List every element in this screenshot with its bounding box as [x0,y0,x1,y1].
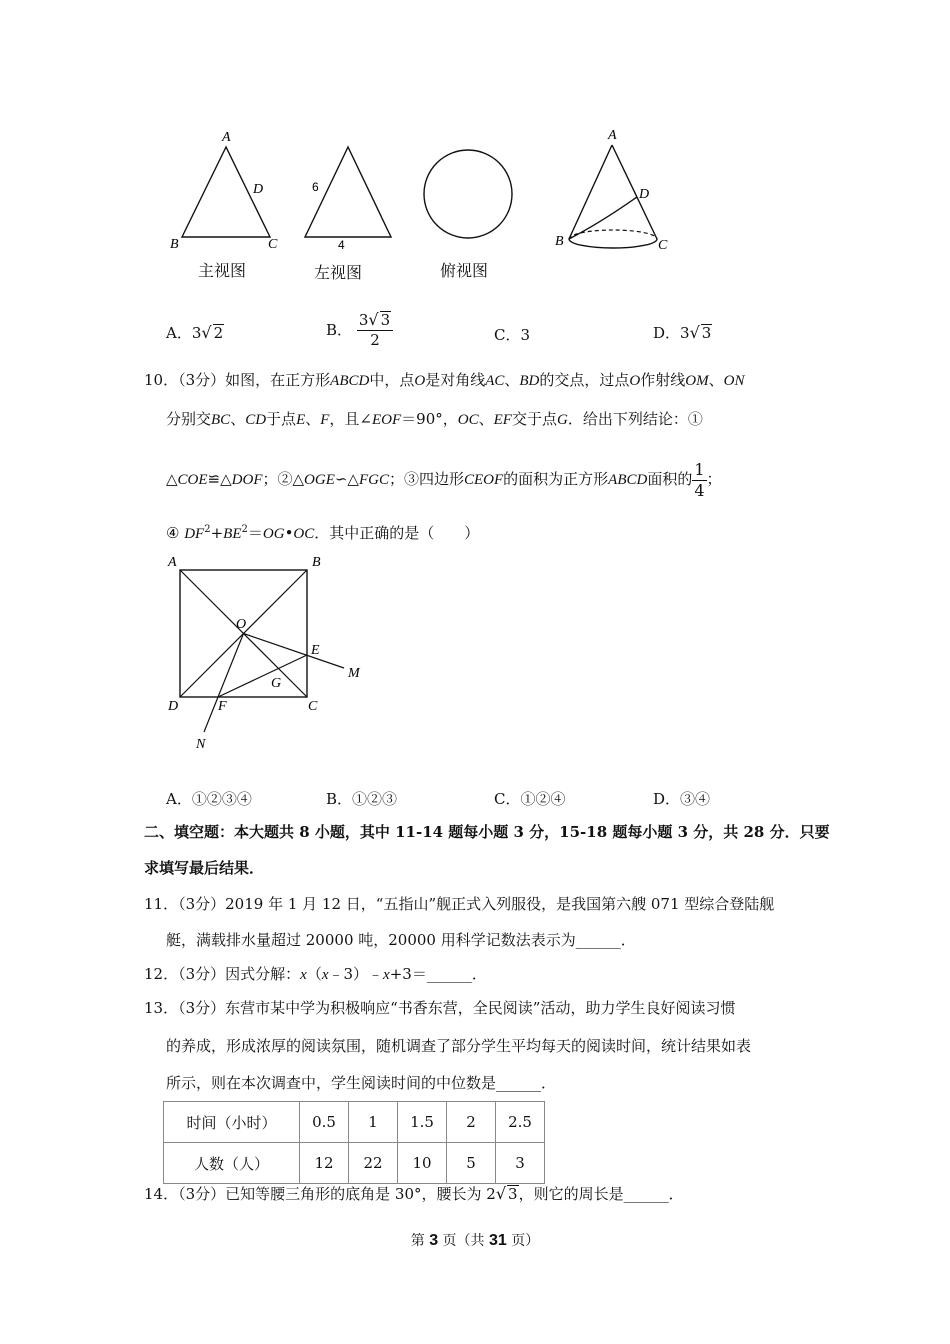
page-footer: 第 3 页（共 31 页） [410,1232,540,1249]
caption-top-view: 俯视图 [440,261,489,280]
option-label: D． [653,324,681,342]
q10-line2: 分别交BC、CD于点E、F，且∠EOF＝90°，OC、EF交于点G．给出下列结论：① [166,410,703,428]
q9-option-d[interactable] [653,322,712,343]
q10-line4: ④ $DF^2+BE^2=OG•OC$．其中正确的是（ ） [166,524,480,542]
q14-line: 14．（3分）已知等腰三角形的底角是 30°，腰长为 2√ 3，则它的周长是______． [144,1184,684,1203]
table-cell: 1 [349,1102,398,1143]
option-label: C． [494,326,521,344]
page-total: 31 [489,1232,507,1249]
table-cell: 1.5 [398,1102,447,1143]
numerator-coef: 3 [358,311,369,329]
q12-line: 12．（3分）因式分解：x（x﹣3）﹣x+3＝______． [144,965,487,983]
radicand: 3 [380,311,391,329]
q9-option-b[interactable] [326,311,393,348]
top-view-circle [424,150,512,238]
sqrt-icon: √ [201,323,212,342]
front-label-A: A [222,130,231,145]
q10-option-b[interactable]: B．①②③ [326,790,398,808]
q11-line2: 艇，满载排水量超过 20000 吨，20000 用科学记数法表示为______． [166,931,636,949]
caption-front-view: 主视图 [198,261,247,280]
table-cell: 22 [349,1143,398,1184]
q9-option-a[interactable] [166,322,224,343]
sq-label-O: O [236,617,247,632]
denominator: 2 [370,331,380,349]
q9-option-c[interactable] [494,324,530,345]
q13-table [163,1101,545,1184]
option-coef: 3 [191,324,202,342]
sq-label-B: B [312,555,321,570]
q11-line1: 11．（3分）2019 年 1 月 12 日，“五指山”舰正式入列服役，是我国第六艘 071 型综合登陆舰 [144,895,775,913]
cone-label-B: B [555,234,564,249]
q10-option-a[interactable]: A．①②③④ [166,790,252,808]
ray-OM [244,634,345,669]
table-cell: 3 [496,1143,545,1184]
fraction-one-quarter: $\frac{1}{4}$ [694,459,705,500]
left-label-6: 6 [312,180,319,194]
table-row [164,1102,545,1143]
cone-label-C: C [658,238,668,253]
option-coef: 3 [680,324,690,342]
cone-label-A: A [608,128,617,143]
page-number: 3 [429,1232,439,1249]
sq-label-M: M [348,666,360,681]
q10-figure [160,550,380,755]
option-value: 3 [520,326,531,344]
sq-label-A: A [168,555,177,570]
table-cell: 10 [398,1143,447,1184]
front-label-D: D [253,182,264,197]
table-cell: 2.5 [496,1102,545,1143]
sq-label-D: D [168,699,179,714]
q10-line1: 10．（3分）如图，在正方形ABCD中，点O是对角线AC、BD的交点，过点O作射线OM、ON [144,371,745,389]
option-label: A． [166,324,192,342]
cone-label-D: D [639,187,650,202]
radicand: 3 [701,324,712,342]
table-cell: 2 [447,1102,496,1143]
section-2-heading-line2: 求填写最后结果． [144,859,265,877]
radicand: 3 [508,1185,518,1203]
q13-line2: 的养成，形成浓厚的阅读氛围，随机调查了部分学生平均每天的阅读时间，统计结果如表 [166,1037,752,1055]
sqrt-icon: √ [368,310,379,329]
sq-label-G: G [271,676,282,691]
ray-ON [204,634,244,733]
sqrt-icon: √ [495,1184,507,1203]
sqrt-icon: √ [689,323,700,342]
caption-left-view: 左视图 [314,263,363,282]
front-label-B: B [170,237,179,252]
segment-EF [218,655,307,697]
option-label: B． [326,321,353,339]
table-cell: 5 [447,1143,496,1184]
q10-option-c[interactable]: C．①②④ [494,790,566,808]
sq-label-C: C [308,699,318,714]
section-2-heading-line1: 二、填空题：本大题共 8 小题，其中 11-14 题每小题 3 分，15-18 题每小题 3 分，共 28 分．只要 [144,823,830,841]
q10-option-d[interactable]: D．③④ [653,790,711,808]
q10-figure-svg [160,550,380,755]
fraction [357,311,393,348]
table-cell: 0.5 [300,1102,349,1143]
left-label-4: 4 [338,238,345,252]
q13-line3: 所示，则在本次调查中，学生阅读时间的中位数是______． [166,1074,557,1092]
q13-line1: 13．（3分）东营市某中学为积极响应“书香东营，全民阅读”活动，助力学生良好阅读习惯 [144,999,736,1017]
front-label-C: C [268,237,278,252]
sq-label-F: F [218,699,227,714]
q10-line3: △COE≌△DOF；②△OGE∽△FGC；③四边形CEOF的面积为正方形ABCD面积的 $\frac{1}{4}$ ； [166,459,722,500]
table-header-cell: 时间（小时） [164,1102,300,1143]
sq-label-E: E [311,643,320,658]
sq-label-N: N [196,737,206,752]
cone-base-front [569,239,657,248]
table-row [164,1143,545,1184]
table-header-cell: 人数（人） [164,1143,300,1184]
radicand: 2 [213,324,224,342]
table-cell: 12 [300,1143,349,1184]
